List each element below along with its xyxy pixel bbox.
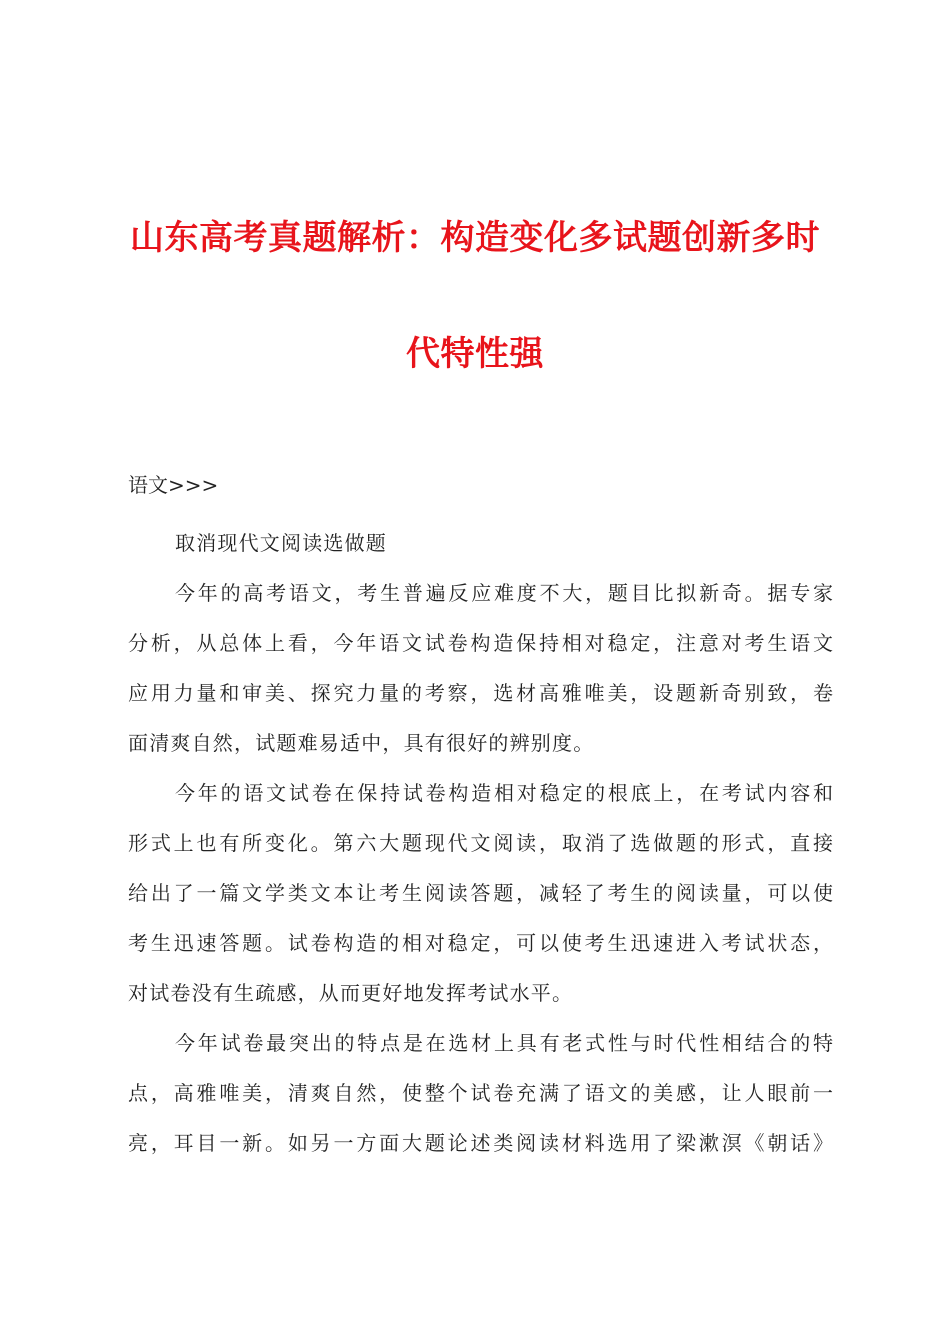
- section-label: 语文>>>: [128, 473, 219, 497]
- paragraph-line: 分析，从总体上看，今年语文试卷构造保持相对稳定，注意对考生语文: [128, 631, 833, 655]
- paragraph-2: [128, 768, 833, 1018]
- section-heading: 取消现代文阅读选做题: [175, 531, 387, 555]
- paragraph-line: 形式上也有所变化。第六大题现代文阅读，取消了选做题的形式，直接: [128, 831, 833, 855]
- paragraph-line: 亮，耳目一新。如另一方面大题论述类阅读材料选用了梁漱溟《朝话》: [128, 1131, 833, 1155]
- paragraph-line: 应用力量和审美、探究力量的考察，选材高雅唯美，设题新奇别致，卷: [128, 681, 833, 705]
- document-body: [128, 518, 833, 1168]
- paragraph-1: [128, 568, 833, 768]
- paragraph-line: 点，高雅唯美，清爽自然，使整个试卷充满了语文的美感，让人眼前一: [128, 1081, 833, 1105]
- paragraph-3: [128, 1018, 833, 1168]
- document-title-line-1: 山东高考真题解析：构造变化多试题创新多时: [130, 218, 820, 258]
- paragraph-line: 对试卷没有生疏感，从而更好地发挥考试水平。: [128, 981, 574, 1005]
- paragraph-line: 今年的高考语文，考生普遍反应难度不大，题目比拟新奇。据专家: [175, 581, 833, 605]
- paragraph-line: 给出了一篇文学类文本让考生阅读答题，减轻了考生的阅读量，可以使: [128, 881, 833, 905]
- paragraph-line: 考生迅速答题。试卷构造的相对稳定，可以使考生迅速进入考试状态，: [128, 931, 833, 955]
- paragraph-line: 今年的语文试卷在保持试卷构造相对稳定的根底上，在考试内容和: [175, 781, 833, 805]
- document-title-line-2: 代特性强: [406, 334, 544, 374]
- paragraph-line: 面清爽自然，试题难易适中，具有很好的辨别度。: [128, 731, 595, 755]
- paragraph-line: 今年试卷最突出的特点是在选材上具有老式性与时代性相结合的特: [175, 1031, 833, 1055]
